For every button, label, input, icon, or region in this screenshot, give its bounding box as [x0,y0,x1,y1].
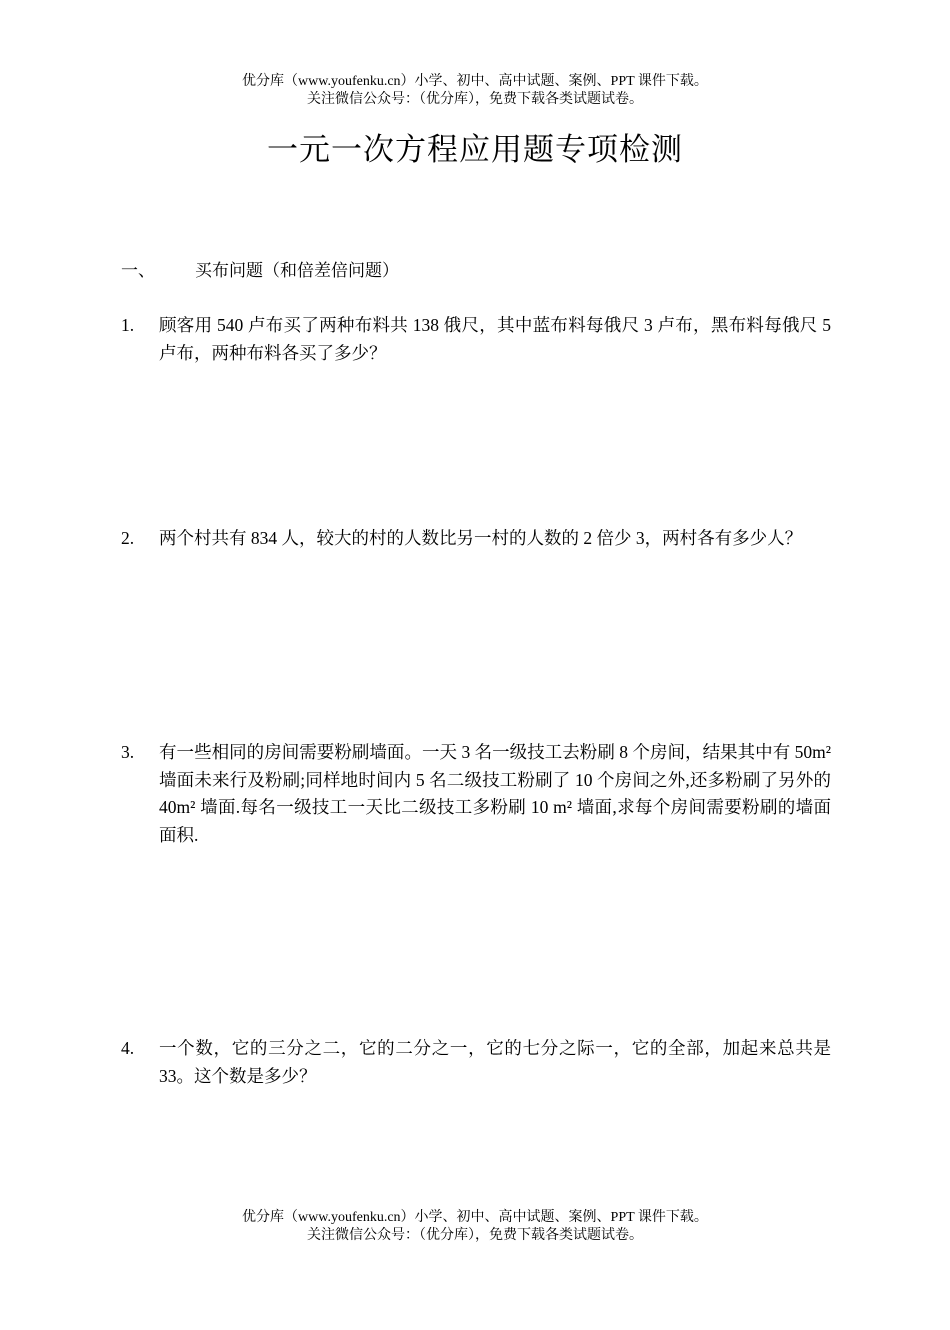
question-number: 1. [121,315,135,335]
question-text: 一个数，它的三分之二，它的二分之一，它的七分之际一，它的全部，加起来总共是 33。这个数是多少？ [159,1038,831,1086]
question-text: 有一些相同的房间需要粉刷墙面。一天 3 名一级技工去粉刷 8 个房间，结果其中有 50m² 墙面未来行及粉刷;同样地时间内 5 名二级技工粉刷了 10 个房间之外,还多粉刷了另外的 40m² 墙面.每名一级技工一天比二级技工多粉刷 10 m² 墙面,求每个房间需要粉刷的墙面面积. [159,742,831,845]
question-3 [121,739,831,849]
question-4 [121,1035,831,1090]
footer-line-1: 优分库（www.youfenku.cn）小学、初中、高中试题、案例、PPT 课件下载。 [242,1210,708,1225]
page-header [0,73,950,109]
section-number: 一、 [121,261,155,280]
header-line-2: 关注微信公众号：（优分库），免费下载各类试题试卷。 [307,92,643,107]
section-heading [121,258,399,284]
question-text: 两个村共有 834 人，较大的村的人数比另一村的人数的 2 倍少 3，两村各有多少人？ [159,528,803,548]
question-number: 3. [121,742,135,762]
question-number: 2. [121,528,135,548]
document-title: 一元一次方程应用题专项检测 [267,132,683,167]
question-2 [121,525,831,553]
question-1 [121,312,831,367]
section-label: 买布问题（和倍差倍问题） [195,261,399,280]
page-footer [0,1209,950,1245]
question-text: 顾客用 540 卢布买了两种布料共 138 俄尺，其中蓝布料每俄尺 3 卢布，黑布料每俄尺 5 卢布，两种布料各买了多少？ [159,315,831,363]
footer-line-2: 关注微信公众号：（优分库），免费下载各类试题试卷。 [307,1228,643,1243]
header-line-1: 优分库（www.youfenku.cn）小学、初中、高中试题、案例、PPT 课件下载。 [242,74,708,89]
question-number: 4. [121,1038,135,1058]
